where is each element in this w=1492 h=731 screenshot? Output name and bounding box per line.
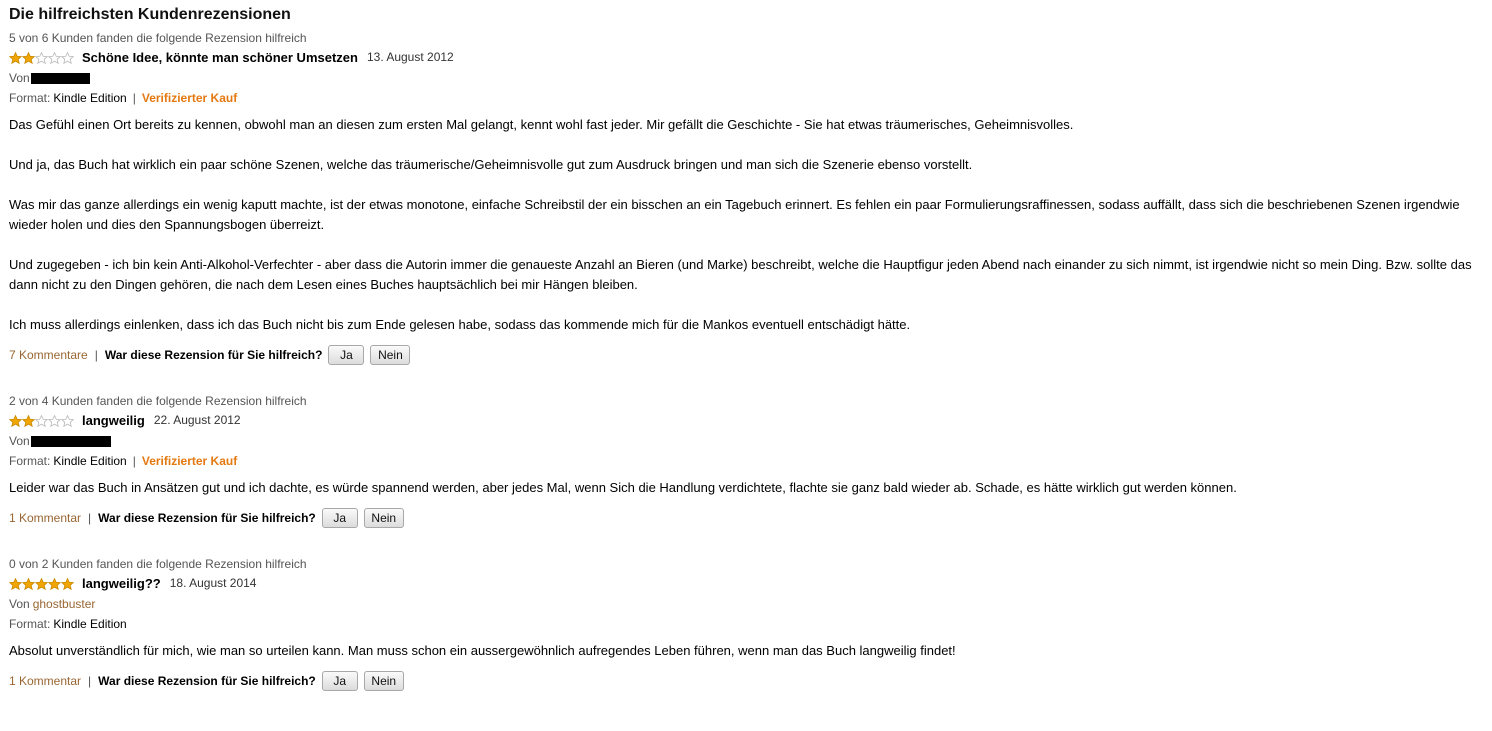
comments-link[interactable]: 7 Kommentare xyxy=(9,348,88,362)
review-byline xyxy=(9,431,1483,451)
review-byline xyxy=(9,68,1483,88)
review-title-line xyxy=(9,409,1483,431)
helpful-count: 5 von 6 Kunden fanden die folgende Rezension hilfreich xyxy=(9,31,307,45)
helpful-count: 2 von 4 Kunden fanden die folgende Rezension hilfreich xyxy=(9,394,307,408)
review-body xyxy=(9,478,1483,498)
review-actions xyxy=(9,670,1483,692)
review-title[interactable]: Schöne Idee, könnte man schöner Umsetzen xyxy=(82,49,358,65)
helpful-yes-button[interactable]: Ja xyxy=(328,345,364,365)
star-empty-icon xyxy=(35,51,48,63)
review-title[interactable]: langweilig?? xyxy=(82,575,161,591)
star-rating xyxy=(9,577,74,589)
format-line xyxy=(9,88,1483,108)
review-paragraph: Ich muss allerdings einlenken, dass ich das Buch nicht bis zum Ende gelesen habe, sodass das kommende mich für die Mankos eventuell entschädigt hätte. xyxy=(9,317,911,332)
separator: | xyxy=(88,674,92,688)
separator: | xyxy=(88,511,92,525)
verified-purchase-badge: Verifizierter Kauf xyxy=(141,454,238,468)
review-body xyxy=(9,641,1483,661)
review-title-line xyxy=(9,46,1483,68)
by-label: Von xyxy=(9,71,30,85)
helpful-no-button[interactable]: Nein xyxy=(364,671,404,691)
review-date: 13. August 2012 xyxy=(366,50,454,64)
star-filled-icon xyxy=(9,577,22,589)
star-empty-icon xyxy=(48,51,61,63)
helpful-no-button[interactable]: Nein xyxy=(364,508,404,528)
review-body xyxy=(9,115,1483,335)
star-empty-icon xyxy=(61,414,74,426)
format-label: Format: xyxy=(9,91,51,105)
helpful-yes-button[interactable]: Ja xyxy=(322,508,358,528)
by-label: Von xyxy=(9,434,30,448)
review-byline xyxy=(9,594,1483,614)
review-title[interactable]: langweilig xyxy=(82,412,145,428)
author-link[interactable]: ghostbuster xyxy=(32,597,96,611)
format-value: Kindle Edition xyxy=(53,454,127,468)
format-value: Kindle Edition xyxy=(53,91,127,105)
star-filled-icon xyxy=(9,414,22,426)
review-date: 22. August 2012 xyxy=(153,413,241,427)
star-filled-icon xyxy=(35,577,48,589)
review-actions xyxy=(9,507,1483,529)
review-title-line xyxy=(9,572,1483,594)
star-filled-icon xyxy=(22,577,35,589)
helpful-yes-button[interactable]: Ja xyxy=(322,671,358,691)
star-filled-icon xyxy=(22,51,35,63)
format-line xyxy=(9,451,1483,471)
review xyxy=(9,393,1483,529)
by-label: Von xyxy=(9,597,30,611)
review-paragraph: Und zugegeben - ich bin kein Anti-Alkohol-Verfechter - aber dass die Autorin immer die genaueste Anzahl an Bieren (und Marke) beschreibt, welche die Hauptfigur jeden Abend nach einander zu sich nimmt, ist irgendwie nicht so mein Ding. Bzw. sollte das dann nicht zu den Dingen gehören, die nach dem Lesen eines Buches hauptsächlich bei mir Hängen bleiben. xyxy=(9,257,1472,292)
separator: | xyxy=(132,454,136,468)
review-paragraph: Und ja, das Buch hat wirklich ein paar schöne Szenen, welche das träumerische/Geheimnisvolle gut zum Ausdruck bringen und man sich die Szenerie ebenso vorstellt. xyxy=(9,157,973,172)
star-filled-icon xyxy=(22,414,35,426)
format-label: Format: xyxy=(9,454,51,468)
review xyxy=(9,30,1483,366)
redacted-author xyxy=(31,73,90,84)
review-paragraph: Was mir das ganze allerdings ein wenig kaputt machte, ist der etwas monotone, einfache Schreibstil der ein bisschen an ein Tagebuch erinnert. Es fehlen ein paar Formulierungsraffinessen, sodass auffällt, dass sich die beschriebenen Szenen irgendwie wieder holen und dies den Spannungsbogen überreizt. xyxy=(9,197,1460,232)
separator: | xyxy=(94,348,98,362)
helpful-question: War diese Rezension für Sie hilfreich? xyxy=(98,674,316,688)
format-line xyxy=(9,614,1483,634)
helpful-question: War diese Rezension für Sie hilfreich? xyxy=(104,348,323,362)
helpful-no-button[interactable]: Nein xyxy=(370,345,410,365)
comments-link[interactable]: 1 Kommentar xyxy=(9,511,82,525)
separator: | xyxy=(132,91,136,105)
comments-link[interactable]: 1 Kommentar xyxy=(9,674,82,688)
format-label: Format: xyxy=(9,617,51,631)
star-empty-icon xyxy=(61,51,74,63)
reviews-heading: Die hilfreichsten Kundenrezensionen xyxy=(9,6,291,23)
star-filled-icon xyxy=(61,577,74,589)
star-empty-icon xyxy=(35,414,48,426)
format-value: Kindle Edition xyxy=(53,617,127,631)
review xyxy=(9,556,1483,692)
verified-purchase-badge: Verifizierter Kauf xyxy=(141,91,238,105)
review-paragraph: Das Gefühl einen Ort bereits zu kennen, obwohl man an diesen zum ersten Mal gelangt, kennt wohl fast jeder. Mir gefällt die Geschichte - Sie hat etwas träumerisches, Geheimnisvolles. xyxy=(9,117,1074,132)
star-filled-icon xyxy=(9,51,22,63)
helpful-question: War diese Rezension für Sie hilfreich? xyxy=(98,511,316,525)
redacted-author xyxy=(31,436,111,447)
review-actions xyxy=(9,344,1483,366)
star-rating xyxy=(9,51,74,63)
review-paragraph: Absolut unverständlich für mich, wie man so urteilen kann. Man muss schon ein aussergewöhnlich aufregendes Leben führen, wenn man das Buch langweilig findet! xyxy=(9,643,956,658)
star-filled-icon xyxy=(48,577,61,589)
review-paragraph: Leider war das Buch in Ansätzen gut und ich dachte, es würde spannend werden, aber jedes Mal, wenn Sich die Handlung verdichtete, flachte sie ganz bald wieder ab. Schade, es hätte wirklich gut werden können. xyxy=(9,480,1237,495)
star-empty-icon xyxy=(48,414,61,426)
helpful-count: 0 von 2 Kunden fanden die folgende Rezension hilfreich xyxy=(9,557,307,571)
review-list xyxy=(9,30,1483,692)
star-rating xyxy=(9,414,74,426)
review-date: 18. August 2014 xyxy=(169,576,257,590)
